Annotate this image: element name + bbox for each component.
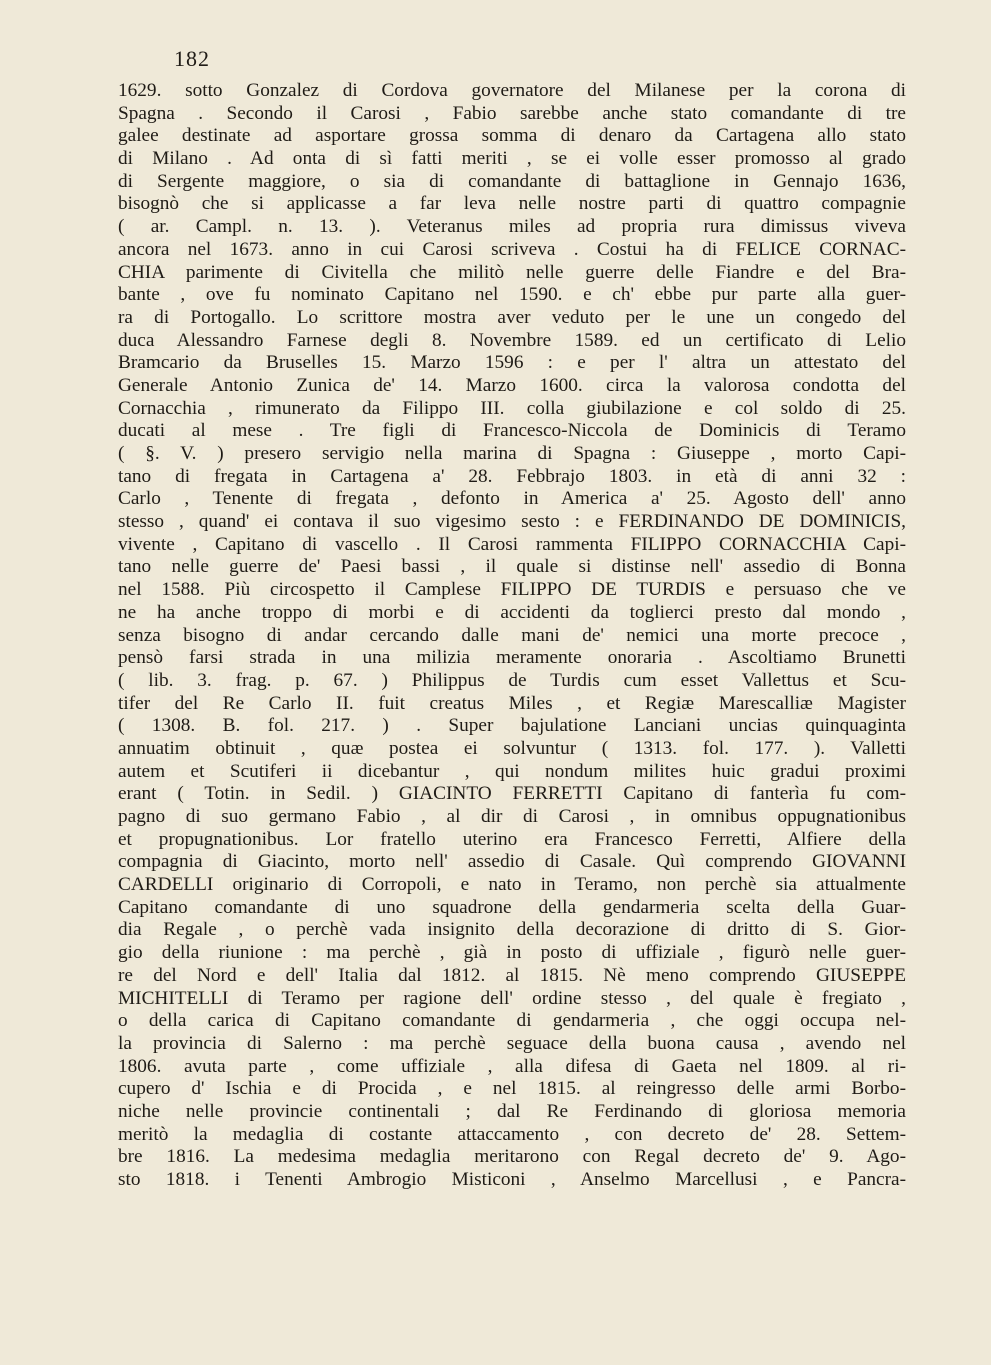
text-line: nel 1588. Più circospetto il Camplese FILIPPO DE TURDIS e persuaso che ve [118, 579, 906, 601]
text-line: bre 1816. La medesima medaglia meritarono con Regal decreto de' 9. Ago- [118, 1146, 906, 1168]
text-line: CARDELLI originario di Corropoli, e nato in Teramo, non perchè sia attualmente [118, 874, 906, 896]
text-line: autem et Scutiferi ii dicebantur , qui nondum milites huic gradui proximi [118, 760, 906, 782]
text-line: bante , ove fu nominato Capitano nel 1590. e ch' ebbe pur parte alla guer- [118, 284, 906, 306]
text-line: dia Regale , o perchè vada insignito della decorazione di dritto di S. Gior- [118, 919, 906, 941]
text-line: stesso , quand' ei contava il suo vigesimo sesto : e FERDINANDO DE DOMINICIS, [118, 511, 906, 533]
text-line: pagno di suo germano Fabio , al dir di Carosi , in omnibus oppugnationibus [118, 806, 906, 827]
text-line: ra di Portogallo. Lo scrittore mostra aver veduto per le une un congedo del [118, 306, 906, 328]
body-text [118, 80, 906, 1214]
text-line: ( ar. Campl. n. 13. ). Veteranus miles ad propria rura dimissus viveva [118, 216, 906, 238]
text-line: di Milano . Ad onta di sì fatti meriti , se ei volle esser promosso al grado [118, 148, 906, 170]
text-line: sto 1818. i Tenenti Ambrogio Misticoni , Anselmo Marcellusi , e Pancra- [118, 1169, 906, 1190]
text-line: Carlo , Tenente di fregata , defonto in America a' 25. Agosto dell' anno [118, 488, 906, 510]
text-line: tano di fregata in Cartagena a' 28. Febbrajo 1803. in età di anni 32 : [118, 465, 906, 487]
text-line: ( §. V. ) presero servigio nella marina di Spagna : Giuseppe , morto Capi- [118, 443, 906, 464]
text-line: pensò farsi strada in una milizia meramente onoraria . Ascoltiamo Brunetti [118, 647, 906, 669]
text-line: CHIA parimente di Civitella che militò nelle guerre delle Fiandre e del Bra- [118, 261, 906, 283]
text-line: ducati al mese . Tre figli di Francesco-Niccola de Dominicis di Teramo [118, 420, 906, 442]
text-line: Spagna . Secondo il Carosi , Fabio sarebbe anche stato comandante di tre [118, 102, 906, 124]
text-line: 1629. sotto Gonzalez di Cordova governatore del Milanese per la corona di [118, 80, 906, 101]
text-line: senza bisogno di andar cercando dalle mani de' nemici una morte precoce , [118, 624, 906, 646]
text-line: ( 1308. B. fol. 217. ) . Super bajulatione Lanciani uncias quinquaginta [118, 715, 906, 737]
text-line: niche nelle provincie continentali ; dal Re Ferdinando di gloriosa memoria [118, 1100, 906, 1122]
text-line: re del Nord e dell' Italia dal 1812. al 1815. Nè meno comprendo GIUSEPPE [118, 964, 906, 986]
text-line: ancora nel 1673. anno in cui Carosi scriveva . Costui ha di FELICE CORNAC- [118, 238, 906, 260]
text-line: o della carica di Capitano comandante di gendarmeria , che oggi occupa nel- [118, 1010, 906, 1032]
text-line: MICHITELLI di Teramo per ragione dell' ordine stesso , del quale è fregiato , [118, 987, 906, 1009]
text-line: 1806. avuta parte , come uffiziale , alla difesa di Gaeta nel 1809. al ri- [118, 1055, 906, 1077]
page-number: 182 [174, 46, 210, 71]
text-line: compagnia di Giacinto, morto nell' assedio di Casale. Quì comprendo GIOVANNI [118, 851, 906, 873]
text-line: di Sergente maggiore, o sia di comandante di battaglione in Gennajo 1636, [118, 170, 906, 192]
text-line: tano nelle guerre de' Paesi bassi , il quale si distinse nell' assedio di Bonna [118, 556, 906, 578]
text-line: galee destinate ad asportare grossa somma di denaro da Cartagena allo stato [118, 125, 906, 147]
text-line: et propugnationibus. Lor fratello uterino era Francesco Ferretti, Alfiere della [118, 828, 906, 850]
text-line: bisognò che si applicasse a far leva nelle nostre parti di quattro compagnie [118, 193, 906, 215]
text-line: gio della riunione : ma perchè , già in posto di uffiziale , figurò nelle guer- [118, 942, 906, 964]
text-line: Generale Antonio Zunica de' 14. Marzo 1600. circa la valorosa condotta del [118, 374, 906, 396]
text-line: ( lib. 3. frag. p. 67. ) Philippus de Turdis cum esset Vallettus et Scu- [118, 669, 906, 691]
text-line: Bramcario da Bruselles 15. Marzo 1596 : e per l' altra un attestato del [118, 352, 906, 374]
text-line: tifer del Re Carlo II. fuit creatus Miles , et Regiæ Marescalliæ Magister [118, 692, 906, 714]
text-line: duca Alessandro Farnese degli 8. Novembre 1589. ed un certificato di Lelio [118, 329, 906, 351]
text-line: ne ha anche troppo di morbi e di accidenti da toglierci presto dal mondo , [118, 601, 906, 623]
text-line: Cornacchia , rimunerato da Filippo III. colla giubilazione e col soldo di 25. [118, 397, 906, 419]
text-line: vivente , Capitano di vascello . Il Carosi rammenta FILIPPO CORNACCHIA Capi- [118, 533, 906, 555]
text-line [118, 1192, 906, 1215]
text-line: erant ( Totin. in Sedil. ) GIACINTO FERRETTI Capitano di fanterìa fu com- [118, 783, 906, 805]
text-line: Capitano comandante di uno squadrone della gendarmeria scelta della Guar- [118, 896, 906, 918]
text-line: annuatim obtinuit , quæ postea ei solvuntur ( 1313. fol. 177. ). Valletti [118, 737, 906, 759]
text-line: meritò la medaglia di costante attaccamento , con decreto de' 28. Settem- [118, 1123, 906, 1145]
text-line: cupero d' Ischia e di Procida , e nel 1815. al reingresso delle armi Borbo- [118, 1078, 906, 1100]
text-line: la provincia di Salerno : ma perchè seguace della buona causa , avendo nel [118, 1032, 906, 1054]
